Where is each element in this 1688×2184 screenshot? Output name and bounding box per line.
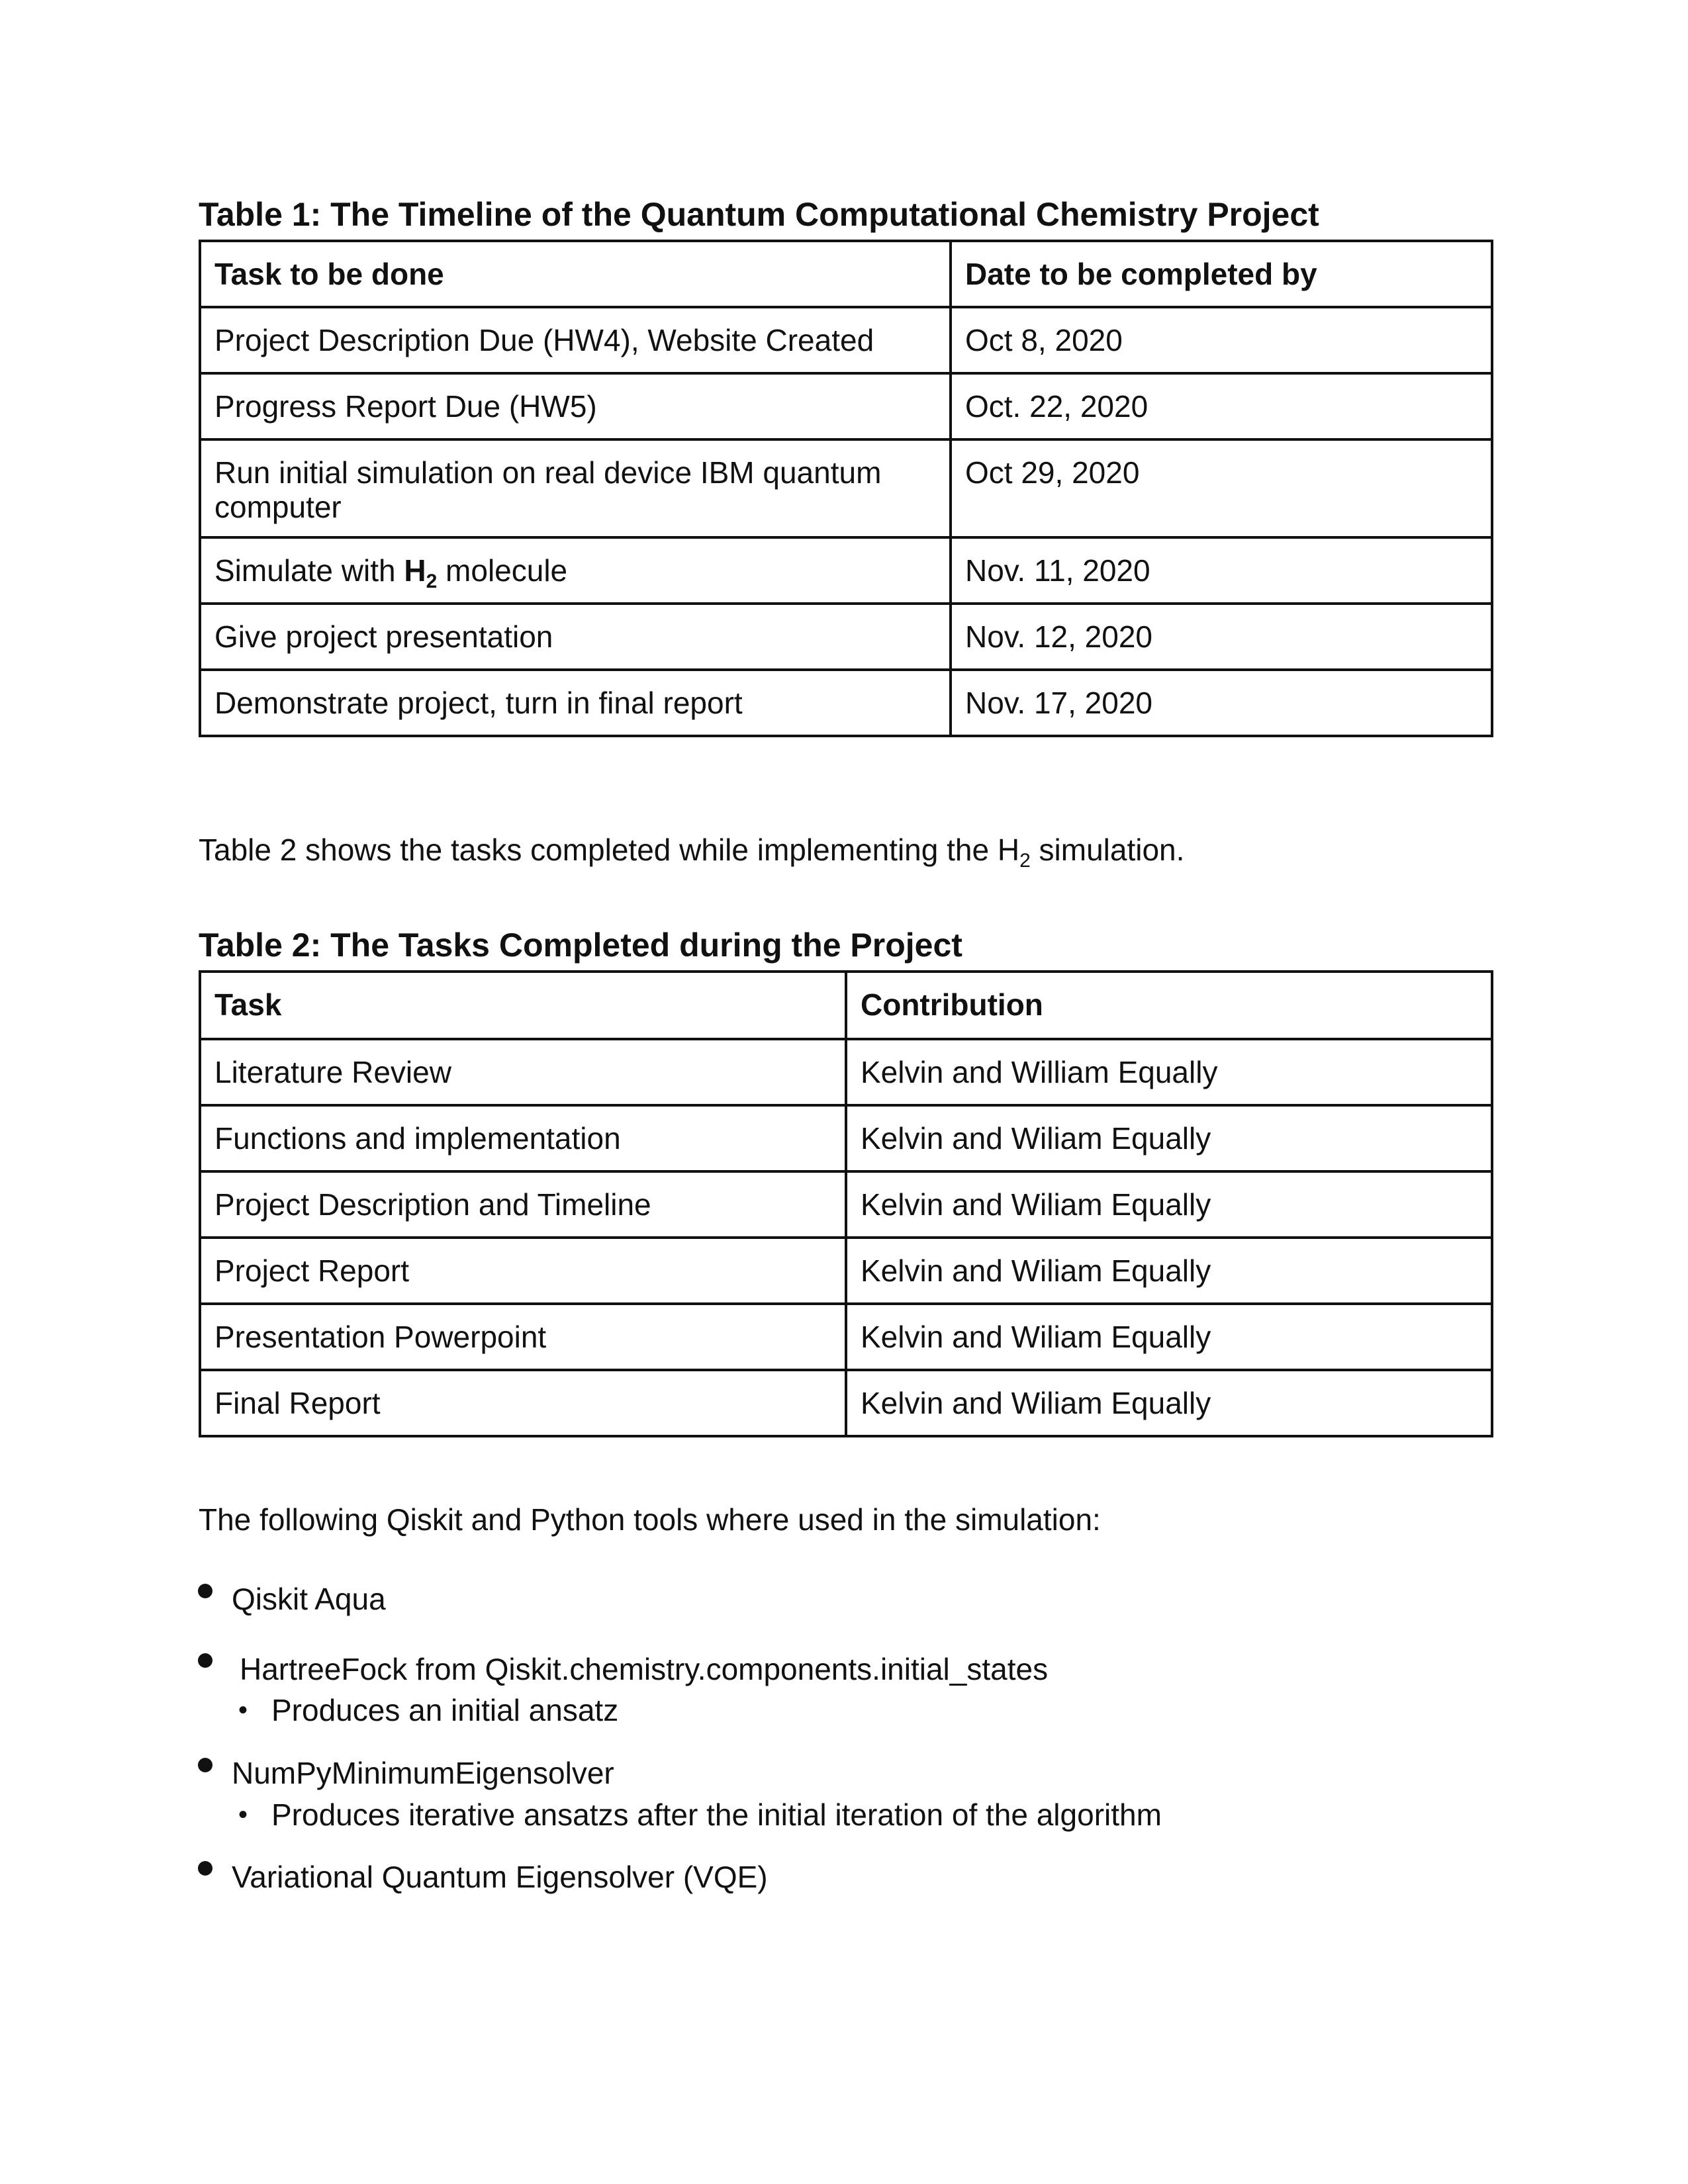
header-task-to-be-done: Task to be done xyxy=(200,241,951,307)
date-cell: Oct. 22, 2020 xyxy=(951,373,1492,439)
task-text: molecule xyxy=(437,553,568,588)
date-cell: Nov. 11, 2020 xyxy=(951,537,1492,604)
task-cell: Project Description and Timeline xyxy=(200,1171,846,1238)
task-text: Simulate with xyxy=(214,553,404,588)
list-item-label: Variational Quantum Eigensolver (VQE) xyxy=(232,1860,768,1894)
contribution-cell: Kelvin and Wiliam Equally xyxy=(846,1238,1492,1304)
table-row xyxy=(200,1370,1492,1436)
header-task: Task xyxy=(200,972,846,1039)
date-cell: Nov. 12, 2020 xyxy=(951,604,1492,670)
tools-intro-paragraph: The following Qiskit and Python tools where used in the simulation: xyxy=(199,1502,1101,1537)
table-row xyxy=(200,604,1492,670)
task-cell: Project Description Due (HW4), Website Created xyxy=(200,307,951,373)
subscript-2: 2 xyxy=(426,570,438,592)
table-row xyxy=(200,373,1492,439)
table-header-row xyxy=(200,241,1492,307)
paragraph-text: simulation. xyxy=(1030,833,1185,867)
table-row xyxy=(200,537,1492,604)
task-cell: Progress Report Due (HW5) xyxy=(200,373,951,439)
list-item-detail: Produces iterative ansatzs after the initial iteration of the algorithm xyxy=(271,1797,1162,1832)
contribution-cell: Kelvin and Wiliam Equally xyxy=(846,1370,1492,1436)
paragraph-text: Table 2 shows the tasks completed while implementing the H xyxy=(199,833,1020,867)
date-cell: Oct 29, 2020 xyxy=(951,439,1492,537)
date-cell: Oct 8, 2020 xyxy=(951,307,1492,373)
timeline-table xyxy=(199,240,1493,737)
sub-bullet-icon: • xyxy=(238,1800,248,1829)
bullet-icon xyxy=(198,1861,212,1876)
table-row xyxy=(200,1171,1492,1238)
bullet-icon xyxy=(198,1653,212,1668)
table-row xyxy=(200,1238,1492,1304)
table-row xyxy=(200,1039,1492,1105)
table2-caption: Table 2: The Tasks Completed during the Project xyxy=(199,927,962,964)
contribution-cell: Kelvin and Wiliam Equally xyxy=(846,1304,1492,1370)
table-header-row xyxy=(200,972,1492,1039)
table-row xyxy=(200,670,1492,736)
header-date-to-be-completed: Date to be completed by xyxy=(951,241,1492,307)
sub-bullet-icon: • xyxy=(238,1696,248,1725)
bullet-icon xyxy=(198,1584,212,1598)
contribution-cell: Kelvin and Wiliam Equally xyxy=(846,1171,1492,1238)
table-row xyxy=(200,307,1492,373)
list-item-label: Qiskit Aqua xyxy=(232,1582,386,1616)
table2-intro-paragraph xyxy=(199,833,1185,872)
task-cell: Presentation Powerpoint xyxy=(200,1304,846,1370)
table-row xyxy=(200,1105,1492,1171)
tasks-table xyxy=(199,970,1493,1437)
task-cell: Functions and implementation xyxy=(200,1105,846,1171)
task-cell: Run initial simulation on real device IBM quantum computer xyxy=(200,439,951,537)
list-item-label: HartreeFock from Qiskit.chemistry.components.initial_states xyxy=(240,1652,1049,1686)
bullet-icon xyxy=(198,1758,212,1772)
task-cell: Demonstrate project, turn in final report xyxy=(200,670,951,736)
header-contribution: Contribution xyxy=(846,972,1492,1039)
list-item-detail: Produces an initial ansatz xyxy=(271,1693,619,1727)
hydrogen-symbol: H xyxy=(404,553,426,588)
contribution-cell: Kelvin and Wiliam Equally xyxy=(846,1105,1492,1171)
subscript-2: 2 xyxy=(1019,850,1031,872)
table-row xyxy=(200,439,1492,537)
task-cell: Final Report xyxy=(200,1370,846,1436)
table-row xyxy=(200,1304,1492,1370)
list-item-label: NumPyMinimumEigensolver xyxy=(232,1756,614,1790)
task-cell: Project Report xyxy=(200,1238,846,1304)
task-cell: Give project presentation xyxy=(200,604,951,670)
contribution-cell: Kelvin and William Equally xyxy=(846,1039,1492,1105)
table1-caption: Table 1: The Timeline of the Quantum Computational Chemistry Project xyxy=(199,196,1319,233)
date-cell: Nov. 17, 2020 xyxy=(951,670,1492,736)
task-cell xyxy=(200,537,951,604)
task-cell: Literature Review xyxy=(200,1039,846,1105)
